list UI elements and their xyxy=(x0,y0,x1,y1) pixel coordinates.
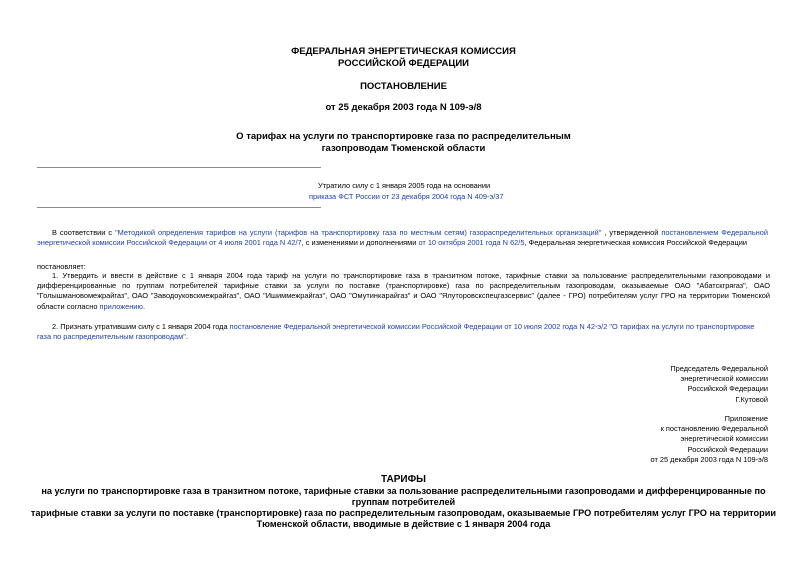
tariffs-title: ТАРИФЫ xyxy=(381,474,426,485)
doc-type: ПОСТАНОВЛЕНИЕ xyxy=(360,81,447,92)
resolution-link[interactable]: постановлением Федеральной энергетической комиссии Российской Федерации от 4 июля 2001 года N 42/7 xyxy=(37,228,768,248)
appendix-line: энергетической комиссии xyxy=(680,434,768,444)
doc-date: от 25 декабря 2003 года N 109-э/8 xyxy=(325,102,482,113)
appendix-date: от 25 декабря 2003 года N 109-э/8 xyxy=(650,454,768,464)
preamble-text: , утвержденной xyxy=(601,228,662,237)
bottom-divider xyxy=(37,207,321,208)
preamble xyxy=(37,228,768,248)
preamble-text: , с изменениями и дополнениями xyxy=(301,238,419,248)
tariffs-subtitle-line4: Тюменской области, вводимые в действие с 1 января 2004 года xyxy=(256,519,551,529)
preamble-text: В соответствии с xyxy=(52,228,116,237)
agency-country: РОССИЙСКОЙ ФЕДЕРАЦИИ xyxy=(337,58,469,69)
doc-title-line2: газопроводам Тюменской области xyxy=(321,143,486,154)
appendix-line: Российской Федерации xyxy=(687,444,768,454)
tariffs-subtitle-line2: группам потребителей xyxy=(351,497,456,507)
tariffs-subtitle-line3: тарифные ставки за услуги по поставке (транспортировке) газа по распределительным газопроводам, оказываемые ГРО потребителям услуг ГРО на территории xyxy=(30,508,777,518)
signature-line: Российской Федерации xyxy=(687,384,768,394)
top-divider xyxy=(37,167,321,168)
item-1-text: 1. Утвердить и ввести в действие с 1 января 2004 года тариф на услуги по транспортировке газа в транзитном потоке, тарифные ставки за пользование распределительными газопроводами и дифференцированные по группам потребителей тарифные ставки за услуги по поставке (транспортировке) газа по распределительным газопроводам, оказываемые ОАО "Абатскгрягаз", ОАО "Голышмановомежрайгаз", ОАО "Заводоуковскмежрайгаз", ОАО "Ишиммежрайгаз", ОАО "Омутинкарайгаз" и ОАО "Ялуторовскспецгазсервис" (далее - ГРО) потребителям услуг ГРО на территории Тюменской области согласно xyxy=(37,271,770,311)
repealed-resolution-link[interactable]: постановление Федеральной энергетической комиссии Российской Федерации от 10 июля 2002 года N 42-э/2 "О тарифах на услуги по транспортировке газа по распределительным газопроводам" xyxy=(37,322,755,342)
signatory-name: Г.Кутовой xyxy=(735,394,768,404)
tariffs-subtitle-line1: на услуги по транспортировке газа в транзитном потоке, тарифные ставки за пользование распределительными газопроводами и дифференцированные по xyxy=(41,486,766,496)
appendix-label: Приложение xyxy=(724,414,768,423)
item-1 xyxy=(37,271,770,312)
preamble-text: , Федеральная энергетическая комиссия Российской Федерации xyxy=(524,238,747,248)
amendment-link[interactable]: от 10 октября 2001 года N 62/5 xyxy=(418,238,525,248)
appendix-line: к постановлению Федеральной xyxy=(660,424,768,434)
agency-name: ФЕДЕРАЛЬНАЯ ЭНЕРГЕТИЧЕСКАЯ КОМИССИЯ xyxy=(291,46,516,57)
item-2-text: 2. Признать утратившим силу с 1 января 2004 года xyxy=(52,322,230,331)
item-2-end: . xyxy=(185,332,188,342)
appendix-block xyxy=(568,414,768,465)
signature-line: Председатель Федеральной xyxy=(670,364,768,373)
signature-line: энергетической комиссии xyxy=(680,374,768,384)
status-note: Утратило силу с 1 января 2005 года на основании xyxy=(318,181,491,190)
doc-title-line1: О тарифах на услуги по транспортировке газа по распределительным xyxy=(236,131,571,142)
appendix-link[interactable]: приложению xyxy=(99,301,143,311)
item-2 xyxy=(37,322,770,342)
signature-block xyxy=(568,364,768,405)
status-note-link[interactable]: приказа ФСТ России от 23 декабря 2004 года N 409-э/37 xyxy=(309,192,504,201)
methodology-link[interactable]: "Методикой определения тарифов на услуги (тарифов на транспортировку газа по местным сетям) газораспределительных организаций" xyxy=(115,228,602,237)
postanovlyaet: постановляет: xyxy=(37,262,86,271)
item-1-end: . xyxy=(142,301,146,311)
